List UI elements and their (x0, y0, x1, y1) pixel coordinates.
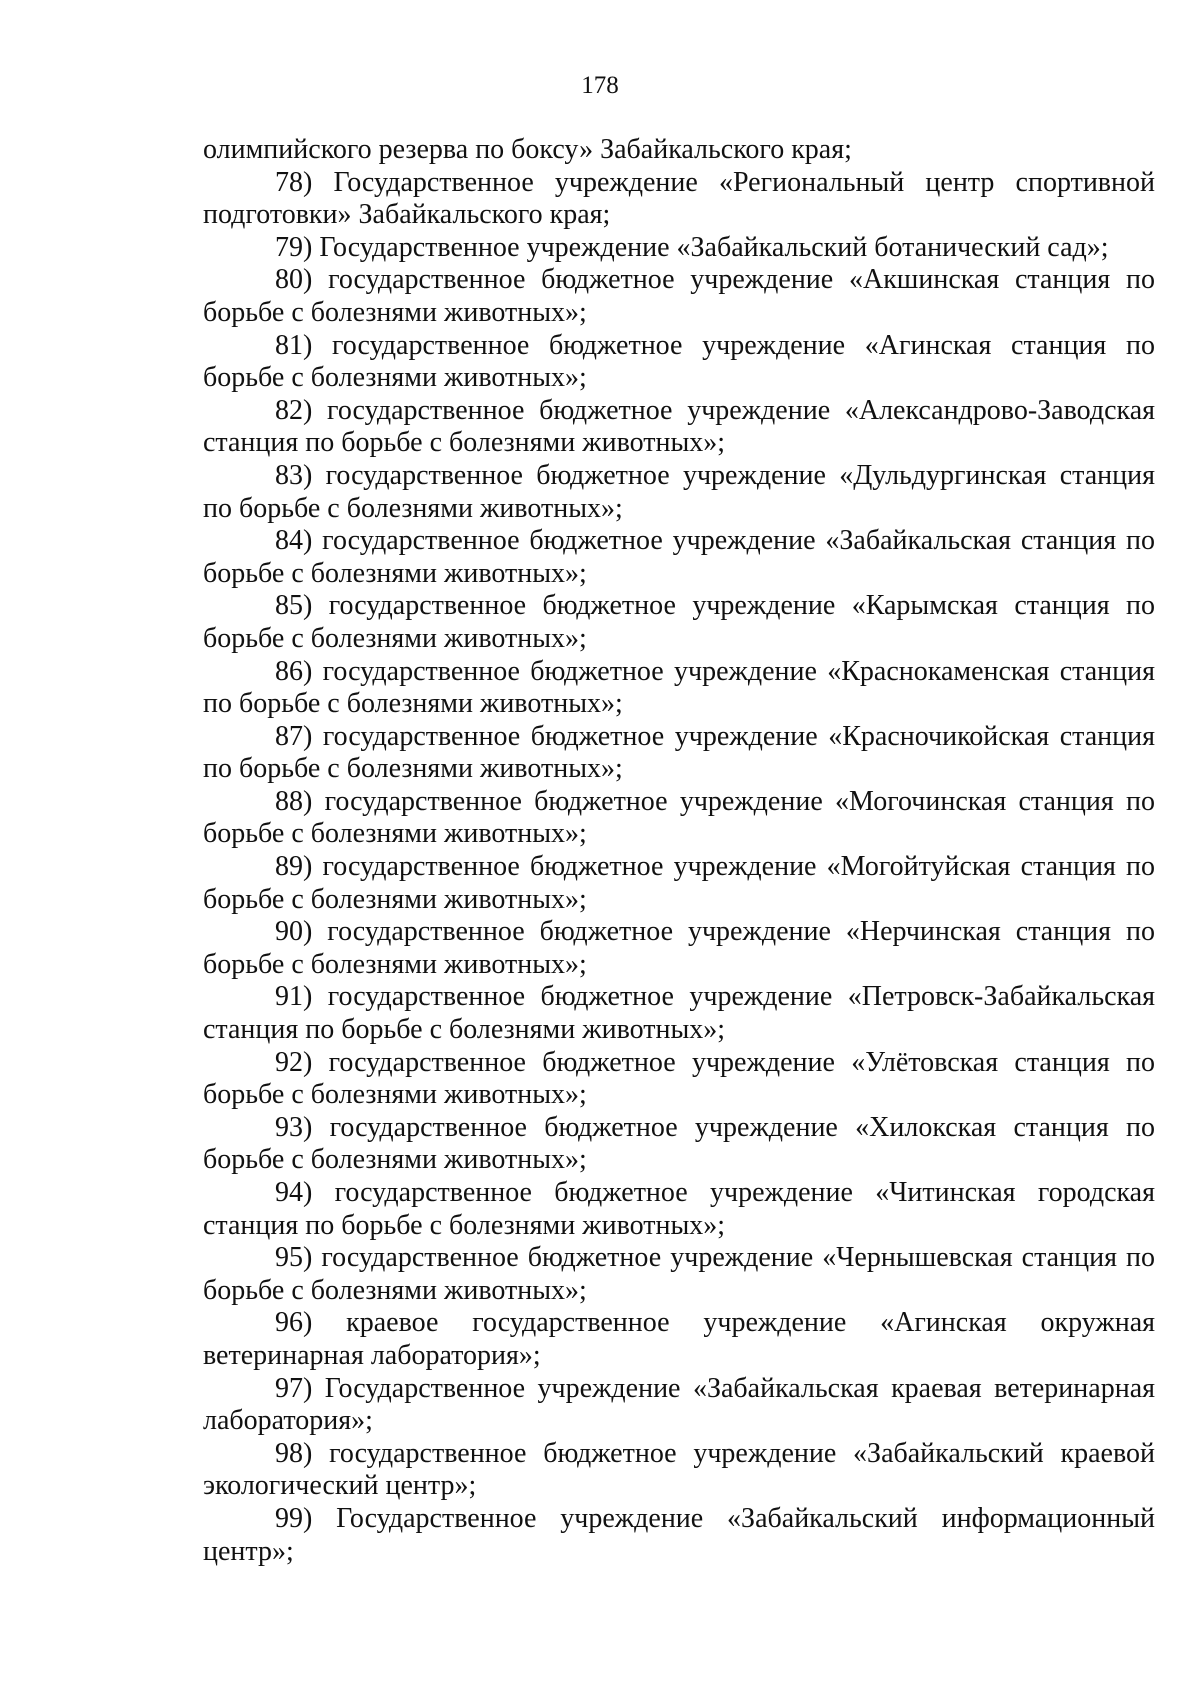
list-item-continuation: олимпийского резерва по боксу» Забайкальского края; (203, 134, 852, 165)
list-item-90: 90) государственное бюджетное учреждение «Нерчинская станция по борьбе с болезнями животных»; (203, 916, 1155, 980)
page-number: 178 (581, 72, 619, 99)
list-item-82: 82) государственное бюджетное учреждение «Александрово-Заводская станция по борьбе с болезнями животных»; (203, 394, 1155, 459)
list-item-81: 81) государственное бюджетное учреждение «Агинская станция по борьбе с болезнями животных»; (203, 329, 1155, 394)
list-item-91: 91) государственное бюджетное учреждение «Петровск-Забайкальская станция по борьбе с болезнями животных»; (203, 981, 1155, 1046)
list-item-92: 92) государственное бюджетное учреждение «Улётовская станция по борьбе с болезнями животных»; (203, 1046, 1155, 1111)
list-item-79: 79) Государственное учреждение «Забайкальский ботанический сад»; (275, 231, 1109, 263)
list-item-86: 86) государственное бюджетное учреждение «Краснокаменская станция по борьбе с болезнями животных»; (203, 655, 1155, 720)
list-item-88: 88) государственное бюджетное учреждение «Могочинская станция по борьбе с болезнями животных»; (203, 785, 1155, 850)
list-item-98: 98) государственное бюджетное учреждение «Забайкальский краевой экологический центр»; (203, 1437, 1155, 1502)
list-item-99: 99) Государственное учреждение «Забайкальский информационный центр»; (203, 1502, 1155, 1567)
list-item-97: 97) Государственное учреждение «Забайкальская краевая ветеринарная лаборатория»; (203, 1372, 1155, 1437)
list-item-93: 93) государственное бюджетное учреждение «Хилокская станция по борьбе с болезнями животных»; (203, 1111, 1155, 1176)
list-item-87: 87) государственное бюджетное учреждение «Красночикойская станция по борьбе с болезнями животных»; (203, 720, 1155, 785)
list-item-94: 94) государственное бюджетное учреждение «Читинская городская станция по борьбе с болезнями животных»; (203, 1177, 1155, 1241)
list-item-80: 80) государственное бюджетное учреждение «Акшинская станция по борьбе с болезнями животных»; (203, 264, 1155, 328)
list-item-89: 89) государственное бюджетное учреждение «Могойтуйская станция по борьбе с болезнями животных»; (203, 851, 1155, 915)
list-item-96: 96) краевое государственное учреждение «Агинская окружная ветеринарная лаборатория»; (203, 1307, 1155, 1371)
list-item-83: 83) государственное бюджетное учреждение «Дульдургинская станция по борьбе с болезнями животных»; (203, 459, 1155, 524)
document-body (203, 134, 1155, 1568)
list-item-84: 84) государственное бюджетное учреждение «Забайкальская станция по борьбе с болезнями животных»; (203, 525, 1155, 589)
list-item-78: 78) Государственное учреждение «Региональный центр спортивной подготовки» Забайкальского края; (203, 166, 1155, 231)
list-item-85: 85) государственное бюджетное учреждение «Карымская станция по борьбе с болезнями животных»; (203, 590, 1155, 654)
list-item-95: 95) государственное бюджетное учреждение «Чернышевская станция по борьбе с болезнями животных»; (203, 1242, 1155, 1306)
